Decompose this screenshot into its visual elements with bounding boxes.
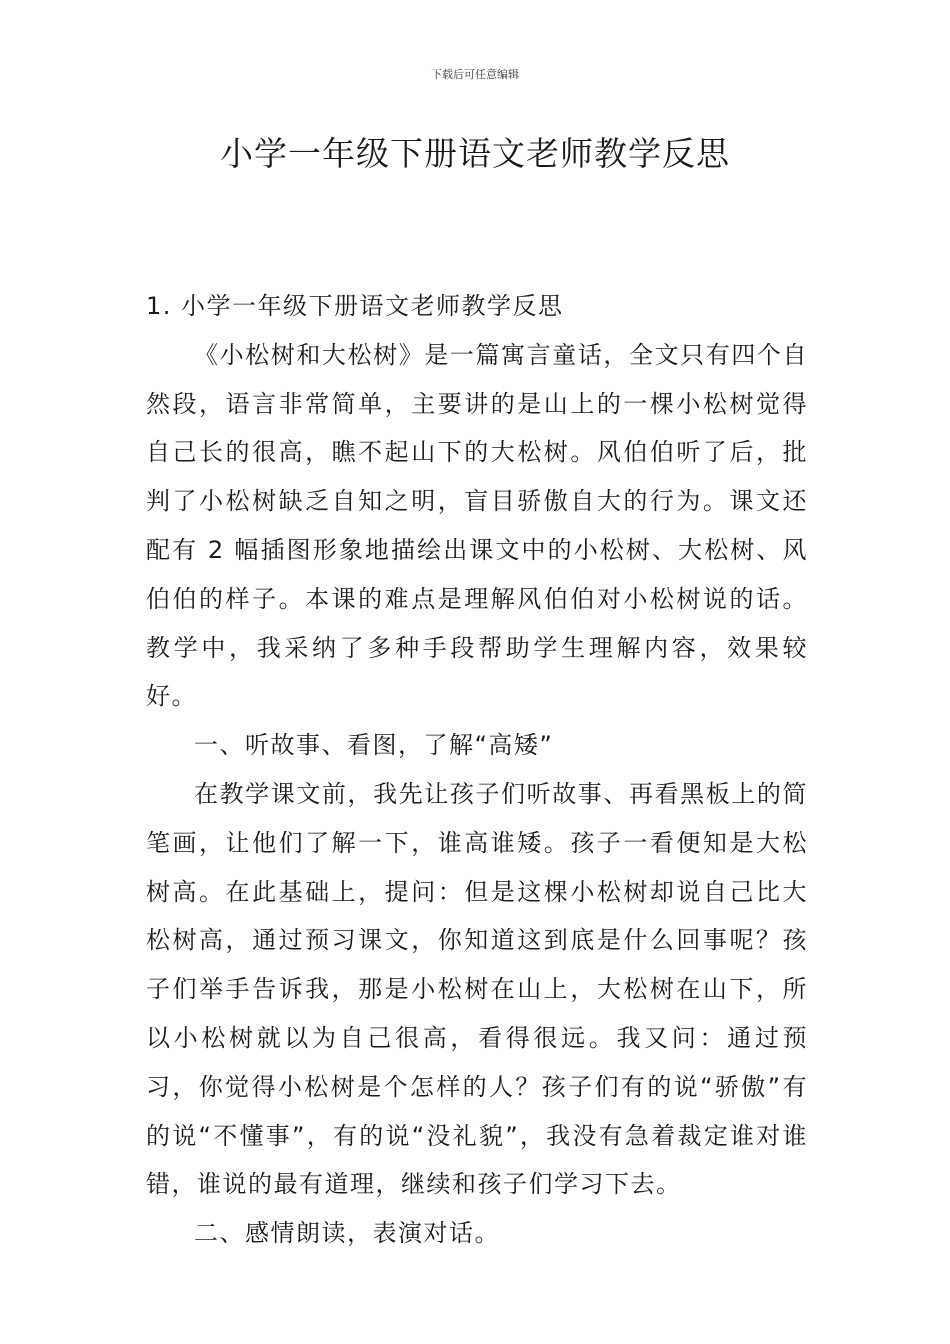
subheading: 二、感情朗读，表演对话。 xyxy=(194,1219,500,1248)
header-note: 下载后可任意编辑 xyxy=(431,68,519,81)
section-heading: 1. 小学一年级下册语文老师教学反思 xyxy=(146,292,564,320)
subheading: 一、听故事、看图，了解“高矮” xyxy=(194,731,554,760)
paragraph: 《小松树和大松树》是一篇寓言童话，全文只有四个自然段，语言非常简单，主要讲的是山上的一棵小松树觉得自己长的很高，瞧不起山下的大松树。风伯伯听了后，批判了小松树缺乏自知之明，盲目骄傲自大的行为。课文还配有 2 幅插图形象地描绘出课文中的小松树、大松树、风伯伯的样子。本课的难点是理解风伯伯对小松树说的话。教学中，我采纳了多种手段帮助学生理解内容，效果较好。 xyxy=(146,340,808,711)
document-body xyxy=(146,282,808,1258)
document-title: 小学一年级下册语文老师教学反思 xyxy=(220,134,730,173)
paragraph: 在教学课文前，我先让孩子们听故事、再看黑板上的简笔画，让他们了解一下，谁高谁矮。孩子一看便知是大松树高。在此基础上，提问：但是这棵小松树却说自己比大松树高，通过预习课文，你知道这到底是什么回事呢？孩子们举手告诉我，那是小松树在山上，大松树在山下，所以小松树就以为自己很高，看得很远。我又问：通过预习，你觉得小松树是个怎样的人？孩子们有的说“骄傲”有的说“不懂事”，有的说“没礼貌”，我没有急着裁定谁对谁错，谁说的最有道理，继续和孩子们学习下去。 xyxy=(146,779,808,1199)
